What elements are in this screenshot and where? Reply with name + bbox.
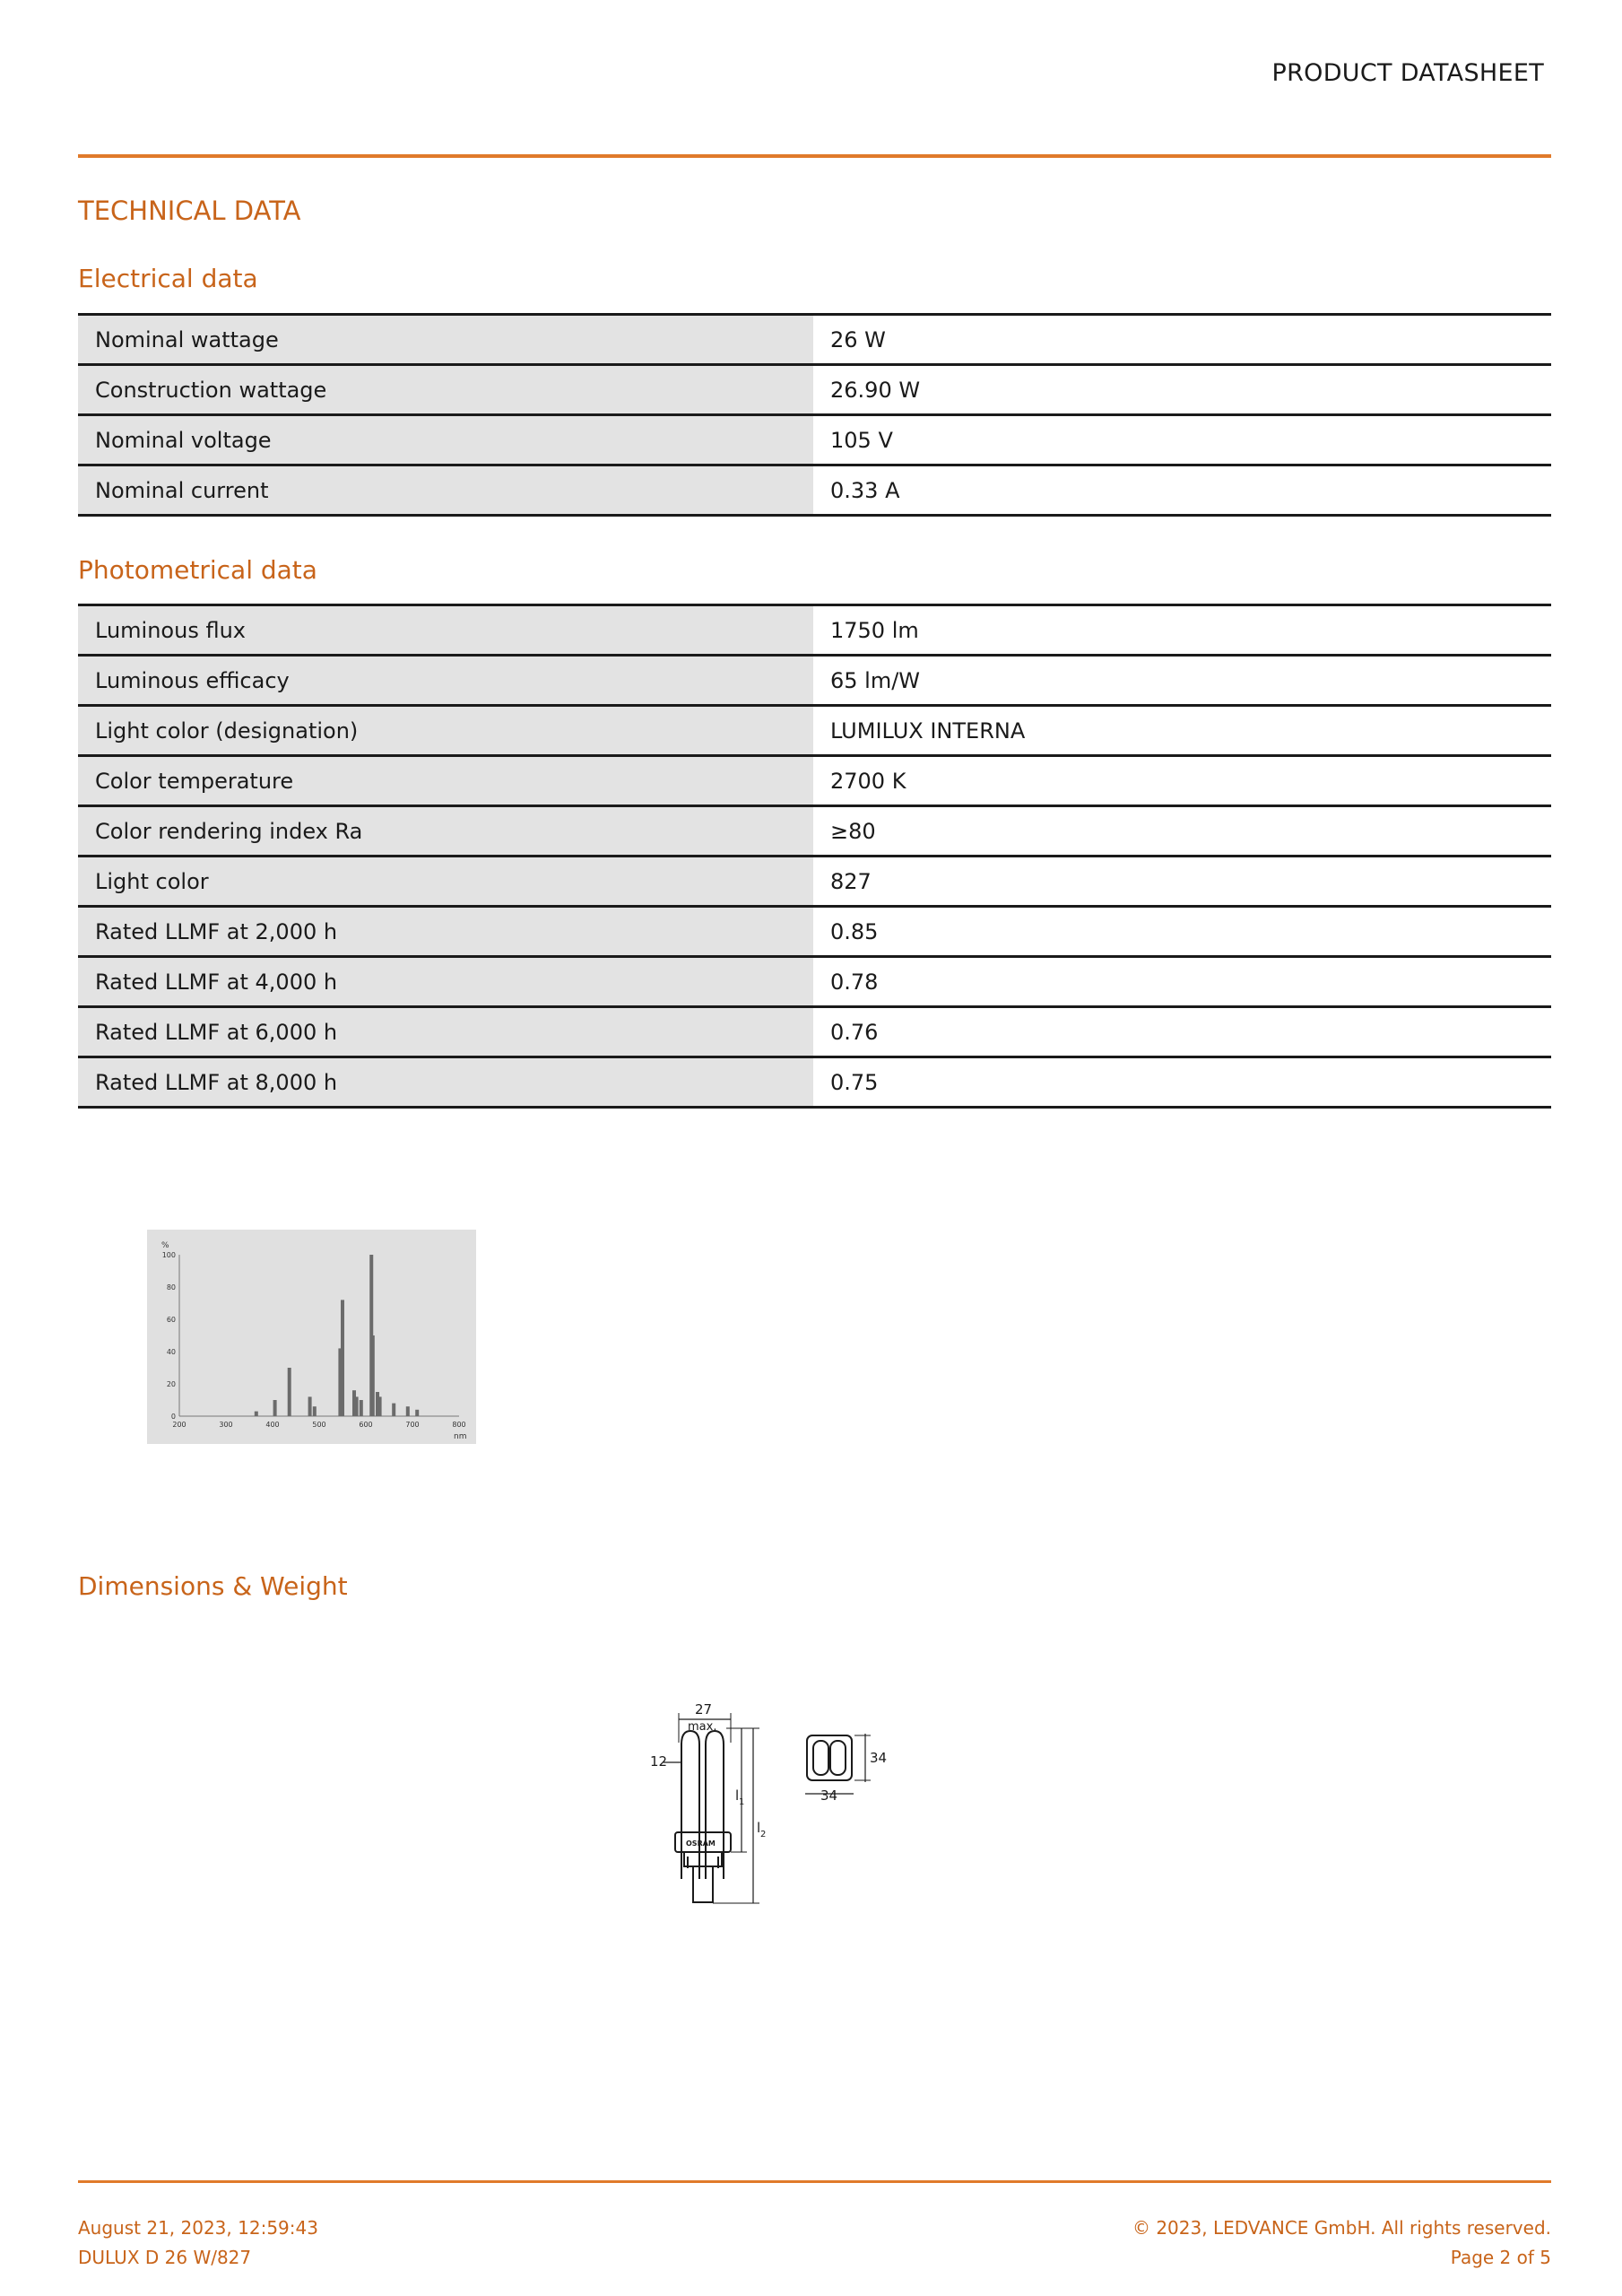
dim-max-label: max. [688, 1720, 717, 1734]
row-value: 0.75 [813, 1057, 1551, 1108]
table-row [78, 806, 1551, 857]
row-label: Rated LLMF at 4,000 h [78, 957, 813, 1007]
table-row [78, 857, 1551, 907]
table-row [78, 1057, 1551, 1108]
row-value: ≥80 [813, 806, 1551, 857]
dim-34-width-label: 34 [820, 1787, 838, 1804]
row-label: Light color (designation) [78, 706, 813, 756]
dim-l2-label: l [757, 1820, 761, 1836]
y-unit-label: % [161, 1241, 169, 1250]
table-row [78, 756, 1551, 806]
spectrum-bar [255, 1412, 258, 1416]
row-value: 0.33 A [813, 465, 1551, 516]
spectrum-bar [392, 1404, 395, 1416]
spectrum-bar [341, 1300, 344, 1416]
row-value: 1750 lm [813, 605, 1551, 656]
y-tick-label: 20 [166, 1380, 176, 1388]
electrical-data-table [78, 313, 1551, 517]
row-value: 105 V [813, 415, 1551, 465]
spectrum-bar [355, 1396, 359, 1416]
row-label: Color temperature [78, 756, 813, 806]
row-label: Color rendering index Ra [78, 806, 813, 857]
row-value: 26 W [813, 315, 1551, 365]
row-label: Construction wattage [78, 365, 813, 415]
spectrum-bar [288, 1368, 291, 1416]
footer-product: DULUX D 26 W/827 [78, 2247, 252, 2268]
x-tick-label: 300 [219, 1421, 233, 1429]
dim-l2-sub: 2 [760, 1830, 767, 1839]
row-value: 65 lm/W [813, 656, 1551, 706]
row-value: 0.76 [813, 1007, 1551, 1057]
lamp-socket [684, 1852, 722, 1866]
spectrum-bar [313, 1406, 317, 1416]
electrical-data-title: Electrical data [78, 264, 258, 293]
page-header-title: PRODUCT DATASHEET [1271, 59, 1544, 87]
row-label: Nominal voltage [78, 415, 813, 465]
row-label: Luminous flux [78, 605, 813, 656]
y-tick-label: 0 [170, 1413, 176, 1421]
spectrum-bar [378, 1396, 382, 1416]
table-row [78, 465, 1551, 516]
dim-l1-label: l [735, 1787, 740, 1804]
row-label: Nominal current [78, 465, 813, 516]
x-tick-label: 700 [405, 1421, 420, 1429]
row-label: Light color [78, 857, 813, 907]
y-tick-label: 80 [166, 1283, 176, 1292]
row-value: 0.78 [813, 957, 1551, 1007]
spectrum-bars [255, 1255, 419, 1416]
technical-data-title: TECHNICAL DATA [78, 196, 301, 226]
table-row [78, 1007, 1551, 1057]
spectrum-bar [406, 1406, 410, 1416]
brand-label: OSRAM [686, 1839, 716, 1848]
table-row [78, 315, 1551, 365]
lamp-dimension-drawing [641, 1700, 892, 1919]
dim-27-label: 27 [695, 1701, 713, 1718]
row-label: Luminous efficacy [78, 656, 813, 706]
header-rule [78, 154, 1551, 158]
row-label: Rated LLMF at 2,000 h [78, 907, 813, 957]
photometrical-data-title: Photometrical data [78, 555, 317, 585]
row-label: Rated LLMF at 8,000 h [78, 1057, 813, 1108]
dim-l1-sub: 1 [739, 1797, 745, 1807]
row-value: 2700 K [813, 756, 1551, 806]
x-unit-label: nm [454, 1432, 467, 1441]
table-row [78, 415, 1551, 465]
row-value: 26.90 W [813, 365, 1551, 415]
row-value: 827 [813, 857, 1551, 907]
lamp-drawing-svg [641, 1700, 892, 1919]
footer-rule [78, 2180, 1551, 2183]
row-value: LUMILUX INTERNA [813, 706, 1551, 756]
footer-copyright: © 2023, LEDVANCE GmbH. All rights reserved. [1132, 2217, 1551, 2239]
y-tick-label: 100 [161, 1251, 176, 1259]
footer-date: August 21, 2023, 12:59:43 [78, 2217, 318, 2239]
y-tick-label: 40 [166, 1348, 176, 1356]
row-label: Nominal wattage [78, 315, 813, 365]
dim-34-height-label: 34 [870, 1750, 888, 1766]
spectrum-bar [371, 1335, 375, 1416]
table-row [78, 656, 1551, 706]
x-tick-label: 500 [312, 1421, 326, 1429]
photometrical-data-table [78, 604, 1551, 1109]
row-value: 0.85 [813, 907, 1551, 957]
spectrum-bar [360, 1400, 363, 1416]
table-row [78, 957, 1551, 1007]
x-tick-label: 600 [359, 1421, 373, 1429]
footer-page: Page 2 of 5 [1450, 2247, 1551, 2268]
spectrum-bar [308, 1396, 312, 1416]
table-row [78, 605, 1551, 656]
x-tick-label: 800 [452, 1421, 466, 1429]
row-label: Rated LLMF at 6,000 h [78, 1007, 813, 1057]
lamp-pin-block [693, 1866, 713, 1902]
x-tick-label: 200 [172, 1421, 186, 1429]
spectrum-bar [415, 1410, 419, 1416]
dim-12-label: 12 [650, 1753, 668, 1770]
spectral-distribution-chart [147, 1230, 476, 1444]
y-tick-label: 60 [166, 1316, 176, 1324]
spectrum-bar [273, 1400, 277, 1416]
x-tick-label: 400 [265, 1421, 280, 1429]
dimensions-weight-title: Dimensions & Weight [78, 1571, 348, 1601]
spectrum-svg [147, 1230, 476, 1444]
spectrum-axes [162, 1251, 466, 1429]
table-row [78, 907, 1551, 957]
table-row [78, 365, 1551, 415]
table-row [78, 706, 1551, 756]
